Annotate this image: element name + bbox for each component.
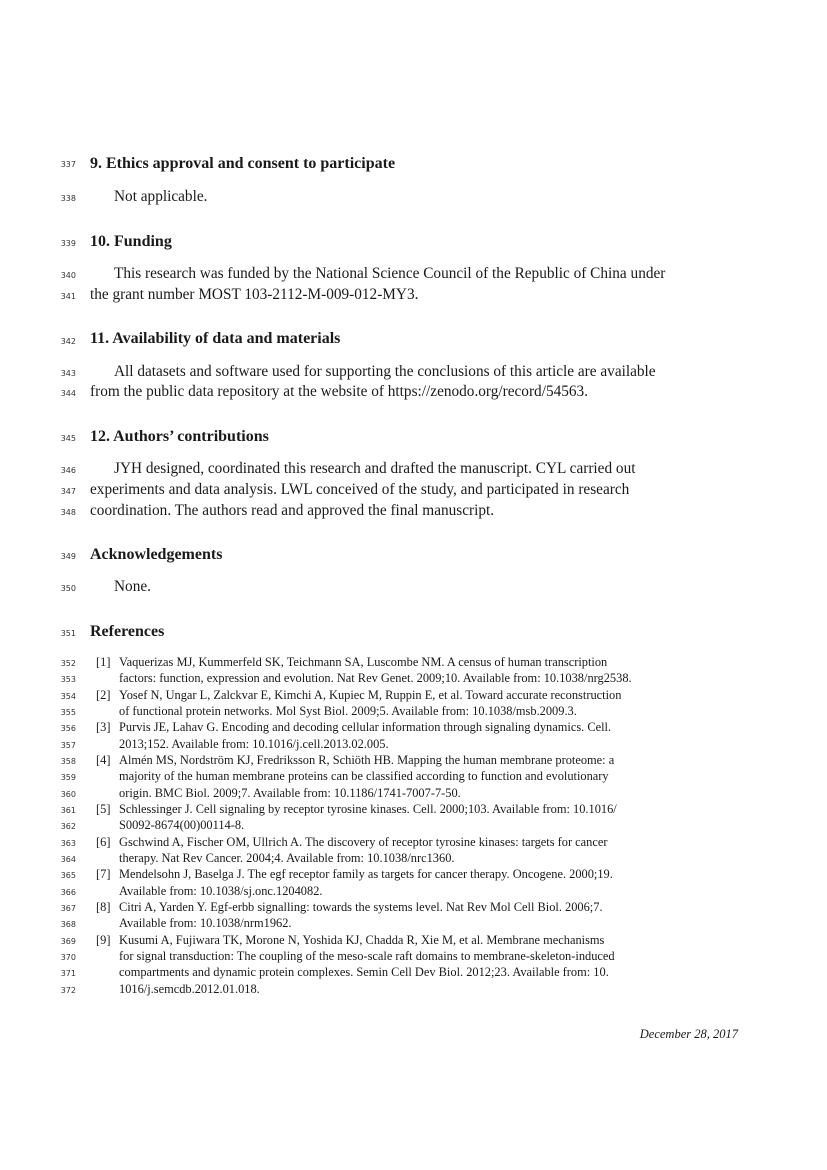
line-number: 368 xyxy=(60,920,76,929)
reference-line: majority of the human membrane proteins can be classified according to function and evolutionary xyxy=(119,769,609,783)
line-number: 340 xyxy=(60,271,76,280)
reference-number: [6] xyxy=(96,835,111,849)
line-number: 349 xyxy=(60,552,76,561)
contributions-body-line: coordination. The authors read and approved the final manuscript. xyxy=(90,502,495,519)
line-number: 359 xyxy=(60,773,76,782)
line-number: 348 xyxy=(60,508,76,517)
reference-line: Almén MS, Nordström KJ, Fredriksson R, Schiöth HB. Mapping the human membrane proteome: a xyxy=(119,753,615,767)
section-heading-availability: 11. Availability of data and materials xyxy=(90,330,341,347)
reference-number: [4] xyxy=(96,753,111,767)
reference-line: Kusumi A, Fujiwara TK, Morone N, Yoshida KJ, Chadda R, Xie M, et al. Membrane mechanisms xyxy=(119,933,605,947)
line-number: 366 xyxy=(60,888,76,897)
line-number: 345 xyxy=(60,434,76,443)
reference-line: origin. BMC Biol. 2009;7. Available from: 10.1186/1741-7007-7-50. xyxy=(119,786,461,800)
line-number: 344 xyxy=(60,389,76,398)
contributions-body-line: JYH designed, coordinated this research and drafted the manuscript. CYL carried out xyxy=(114,460,636,477)
reference-number: [2] xyxy=(96,688,111,702)
line-number: 370 xyxy=(60,953,76,962)
section-heading-references: References xyxy=(90,623,165,640)
line-number: 350 xyxy=(60,584,76,593)
contributions-body-line: experiments and data analysis. LWL conceived of the study, and participated in research xyxy=(90,481,630,498)
line-number: 354 xyxy=(60,692,76,701)
line-number: 362 xyxy=(60,822,76,831)
line-number: 351 xyxy=(60,629,76,638)
reference-line: Mendelsohn J, Baselga J. The egf receptor family as targets for cancer therapy. Oncogene. 2000;19. xyxy=(119,867,613,881)
line-number: 365 xyxy=(60,871,76,880)
line-number: 343 xyxy=(60,369,76,378)
reference-line: therapy. Nat Rev Cancer. 2004;4. Available from: 10.1038/nrc1360. xyxy=(119,851,455,865)
line-number: 357 xyxy=(60,741,76,750)
ethics-body: Not applicable. xyxy=(114,188,208,205)
availability-body-line: All datasets and software used for supporting the conclusions of this article are available xyxy=(114,363,656,380)
reference-number: [5] xyxy=(96,802,111,816)
reference-number: [8] xyxy=(96,900,111,914)
reference-line: Vaquerizas MJ, Kummerfeld SK, Teichmann SA, Luscombe NM. A census of human transcription xyxy=(119,655,608,669)
reference-line: compartments and dynamic protein complexes. Semin Cell Dev Biol. 2012;23. Available from: 10. xyxy=(119,965,609,979)
reference-line: Citri A, Yarden Y. Egf-erbb signalling: towards the systems level. Nat Rev Mol Cell Biol. 2006;7. xyxy=(119,900,603,914)
reference-number: [3] xyxy=(96,720,111,734)
line-number: 360 xyxy=(60,790,76,799)
reference-number: [1] xyxy=(96,655,111,669)
section-heading-contributions: 12. Authors’ contributions xyxy=(90,428,269,445)
line-number: 341 xyxy=(60,292,76,301)
line-number: 367 xyxy=(60,904,76,913)
footer-date: December 28, 2017 xyxy=(639,1027,738,1041)
line-number: 342 xyxy=(60,337,76,346)
line-number: 355 xyxy=(60,708,76,717)
availability-body-line: from the public data repository at the website of https://zenodo.org/record/54563. xyxy=(90,383,589,400)
reference-line: Available from: 10.1038/sj.onc.1204082. xyxy=(119,884,323,898)
line-number: 337 xyxy=(60,160,76,169)
acknowledgements-body: None. xyxy=(114,578,151,595)
line-number: 371 xyxy=(60,969,76,978)
line-number: 364 xyxy=(60,855,76,864)
reference-line: for signal transduction: The coupling of the meso-scale raft domains to membrane-skeleton-induced xyxy=(119,949,615,963)
section-heading-ethics: 9. Ethics approval and consent to participate xyxy=(90,155,396,172)
section-heading-funding: 10. Funding xyxy=(90,233,172,250)
line-number: 372 xyxy=(60,986,76,995)
reference-line: Yosef N, Ungar L, Zalckvar E, Kimchi A, Kupiec M, Ruppin E, et al. Toward accurate reconstruction xyxy=(119,688,622,702)
reference-line: Purvis JE, Lahav G. Encoding and decoding cellular information through signaling dynamics. Cell. xyxy=(119,720,612,734)
reference-line: 1016/j.semcdb.2012.01.018. xyxy=(119,982,260,996)
line-number: 361 xyxy=(60,806,76,815)
funding-body-line: the grant number MOST 103-2112-M-009-012-MY3. xyxy=(90,286,419,303)
reference-line: Schlessinger J. Cell signaling by receptor tyrosine kinases. Cell. 2000;103. Available from: 10.1016/ xyxy=(119,802,617,816)
line-number: 352 xyxy=(60,659,76,668)
section-heading-acknowledgements: Acknowledgements xyxy=(90,546,223,563)
line-number: 338 xyxy=(60,194,76,203)
line-number: 347 xyxy=(60,487,76,496)
line-number: 358 xyxy=(60,757,76,766)
reference-line: Available from: 10.1038/nrm1962. xyxy=(119,916,292,930)
line-number: 356 xyxy=(60,724,76,733)
reference-line: 2013;152. Available from: 10.1016/j.cell.2013.02.005. xyxy=(119,737,389,751)
funding-body-line: This research was funded by the National Science Council of the Republic of China under xyxy=(114,265,666,282)
reference-line: of functional protein networks. Mol Syst Biol. 2009;5. Available from: 10.1038/msb.2009.3. xyxy=(119,704,577,718)
line-number: 353 xyxy=(60,675,76,684)
reference-number: [9] xyxy=(96,933,111,947)
line-number: 339 xyxy=(60,239,76,248)
reference-number: [7] xyxy=(96,867,111,881)
line-number: 369 xyxy=(60,937,76,946)
line-number: 363 xyxy=(60,839,76,848)
reference-line: factors: function, expression and evolution. Nat Rev Genet. 2009;10. Available from: 10.1038/nrg2538. xyxy=(119,671,632,685)
reference-line: Gschwind A, Fischer OM, Ullrich A. The discovery of receptor tyrosine kinases: targets for cancer xyxy=(119,835,608,849)
reference-line: S0092-8674(00)00114-8. xyxy=(119,818,245,832)
line-number: 346 xyxy=(60,466,76,475)
